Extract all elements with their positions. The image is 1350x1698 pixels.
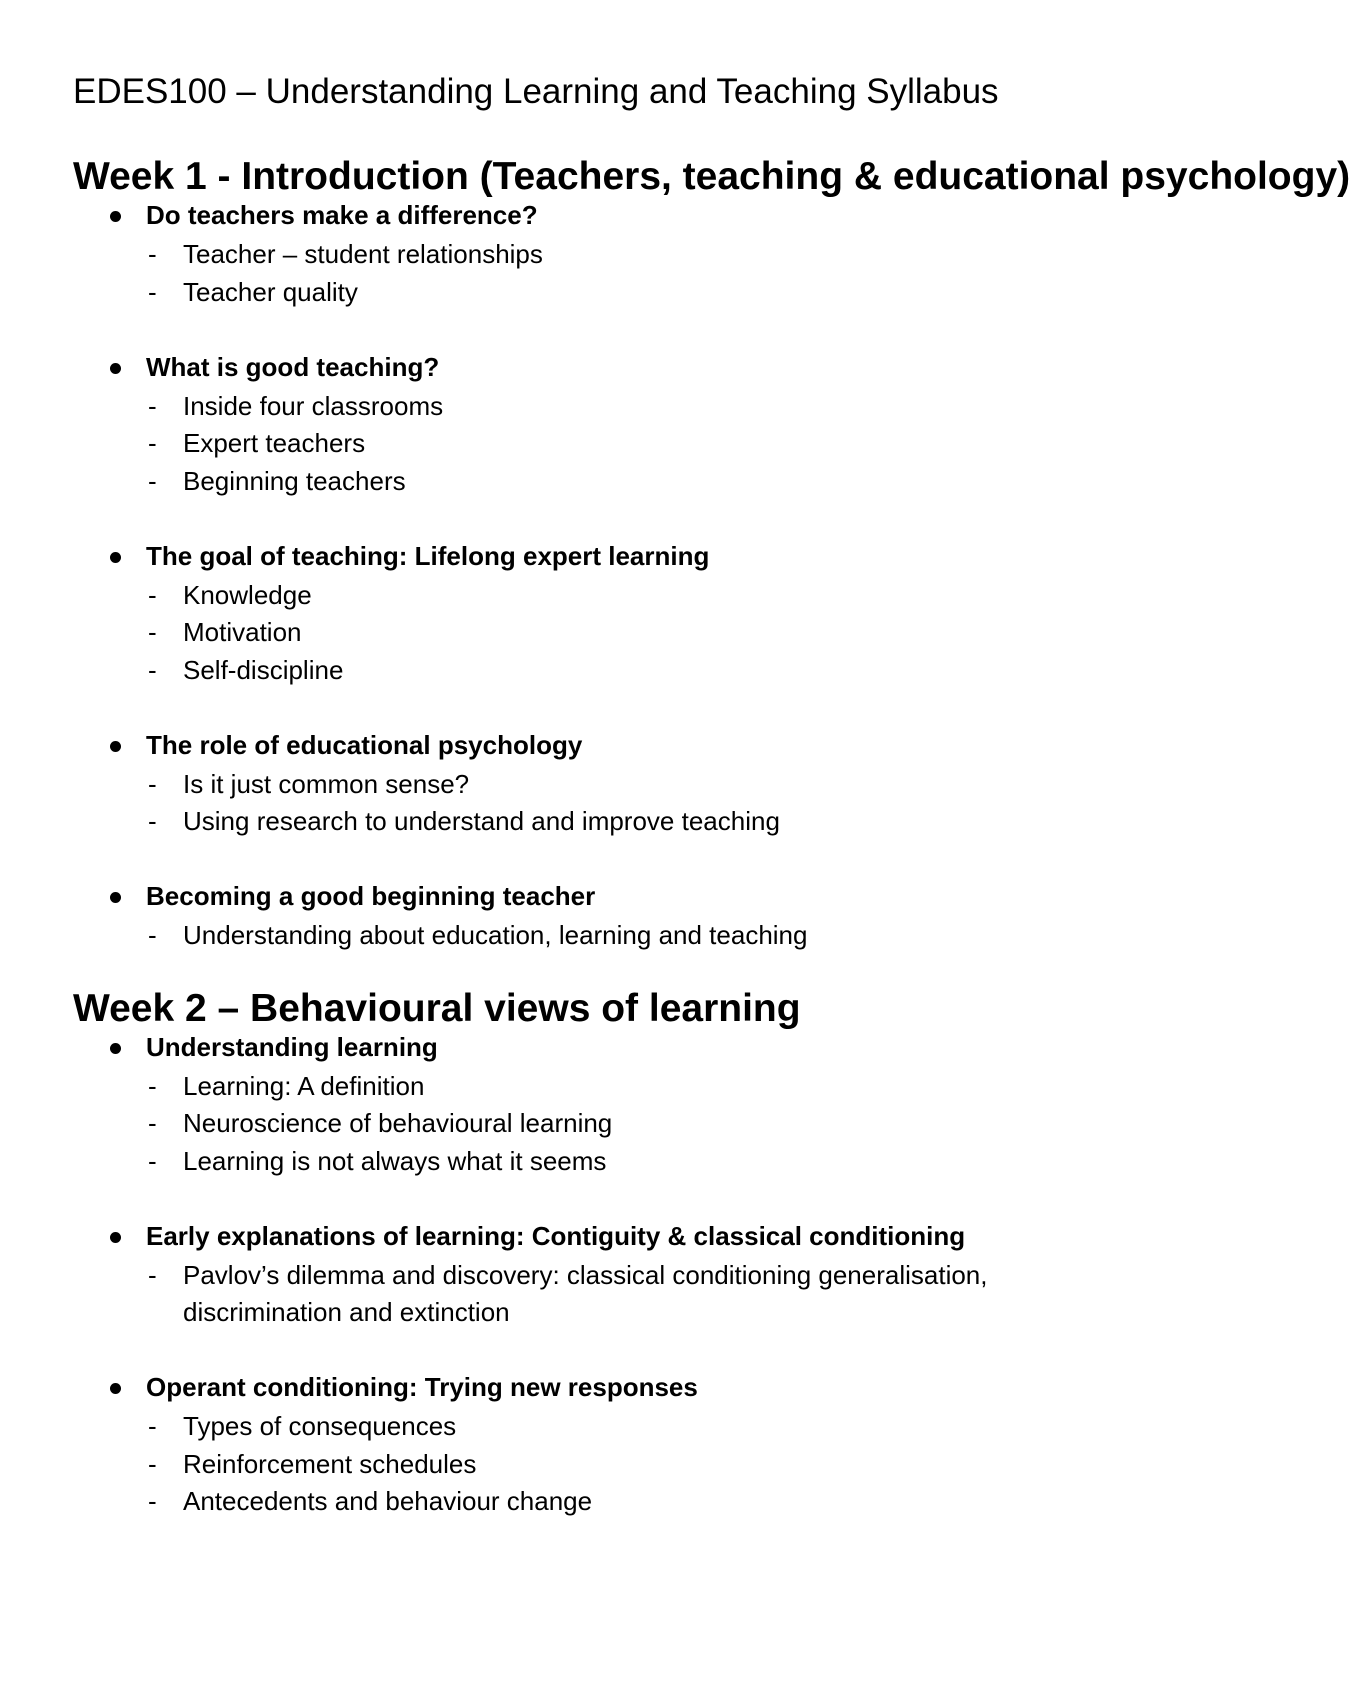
dash-icon: - bbox=[148, 239, 157, 269]
list-item-text: Using research to understand and improve teaching bbox=[183, 806, 780, 836]
topic-title-text: Do teachers make a difference? bbox=[146, 200, 538, 230]
topic bbox=[73, 1218, 1133, 1332]
bullet-icon bbox=[110, 1043, 121, 1054]
week-section bbox=[73, 155, 1350, 955]
week-heading: Week 1 - Introduction (Teachers, teaching & educational psychology) bbox=[73, 155, 1350, 198]
topic-title bbox=[73, 538, 1133, 577]
list-item-text: Is it just common sense? bbox=[183, 768, 470, 799]
dash-icon: - bbox=[148, 1411, 157, 1441]
list-item bbox=[73, 1257, 1133, 1332]
dash-icon: - bbox=[148, 920, 157, 950]
dash-icon: - bbox=[148, 1448, 157, 1479]
list-item-text: Understanding about education, learning and teaching bbox=[183, 920, 808, 950]
topic-title-text: What is good teaching? bbox=[146, 351, 440, 382]
list-item-text: Pavlov’s dilemma and discovery: classical conditioning generalisation, discrimination and extinction bbox=[183, 1259, 988, 1327]
bullet-icon bbox=[110, 211, 121, 222]
list-item bbox=[73, 274, 1133, 312]
list-item-text: Antecedents and behaviour change bbox=[183, 1486, 593, 1516]
bullet-icon bbox=[110, 363, 121, 374]
list-item-text: Teacher quality bbox=[183, 276, 358, 307]
list-item bbox=[73, 236, 1133, 274]
topic-title-text: Understanding learning bbox=[146, 1031, 438, 1062]
topic bbox=[73, 197, 1133, 311]
list-item bbox=[73, 1068, 1133, 1106]
week-gap bbox=[73, 955, 1133, 990]
topic-title-text: Early explanations of learning: Contiguity & classical conditioning bbox=[146, 1220, 966, 1251]
topic-title-text: The role of educational psychology bbox=[146, 729, 583, 760]
list-item-text: Inside four classrooms bbox=[183, 390, 444, 421]
list-item bbox=[73, 652, 1133, 690]
sub-list bbox=[73, 388, 1133, 501]
list-item bbox=[73, 803, 1133, 841]
list-item-text: Learning: A definition bbox=[183, 1070, 425, 1101]
dash-icon: - bbox=[148, 390, 157, 421]
dash-icon: - bbox=[148, 276, 157, 307]
topic-title bbox=[73, 1029, 1133, 1068]
bullet-icon bbox=[110, 552, 121, 563]
list-item-text: Types of consequences bbox=[183, 1411, 457, 1441]
sub-list bbox=[73, 917, 1133, 955]
list-item bbox=[73, 766, 1133, 804]
topic bbox=[73, 1029, 1133, 1181]
list-item-text: Learning is not always what it seems bbox=[183, 1145, 607, 1176]
list-item-text: Beginning teachers bbox=[183, 465, 406, 496]
topic-title-text: The goal of teaching: Lifelong expert learning bbox=[146, 540, 710, 571]
topic-title bbox=[73, 197, 1133, 236]
topic-title bbox=[73, 878, 1133, 917]
dash-icon: - bbox=[148, 1259, 157, 1290]
list-item bbox=[73, 1143, 1133, 1181]
topic-title bbox=[73, 727, 1133, 766]
sub-list bbox=[73, 766, 1133, 841]
list-item-text: Teacher – student relationships bbox=[183, 239, 543, 269]
sub-list bbox=[73, 1068, 1133, 1181]
dash-icon: - bbox=[148, 654, 157, 685]
list-item bbox=[73, 425, 1133, 463]
list-item-text: Neuroscience of behavioural learning bbox=[183, 1108, 613, 1138]
sub-list bbox=[73, 1257, 1133, 1332]
dash-icon: - bbox=[148, 465, 157, 496]
topic-title-text: Becoming a good beginning teacher bbox=[146, 881, 596, 911]
dash-icon: - bbox=[148, 1486, 157, 1516]
list-item bbox=[73, 917, 1133, 955]
topic bbox=[73, 1369, 1133, 1521]
list-item-text: Reinforcement schedules bbox=[183, 1448, 477, 1479]
dash-icon: - bbox=[148, 1108, 157, 1138]
dash-icon: - bbox=[148, 806, 157, 836]
dash-icon: - bbox=[148, 1070, 157, 1101]
topic-title bbox=[73, 349, 1133, 388]
topic-title-text: Operant conditioning: Trying new responses bbox=[146, 1372, 698, 1402]
topic bbox=[73, 727, 1133, 841]
bullet-icon bbox=[110, 1383, 121, 1394]
list-item bbox=[73, 1105, 1133, 1143]
dash-icon: - bbox=[148, 428, 157, 458]
bullet-icon bbox=[110, 1232, 121, 1243]
sub-list bbox=[73, 236, 1133, 311]
list-item-text: Expert teachers bbox=[183, 428, 366, 458]
topic-title bbox=[73, 1218, 1133, 1257]
list-item bbox=[73, 463, 1133, 501]
list-item bbox=[73, 614, 1133, 652]
list-item bbox=[73, 1446, 1133, 1484]
bullet-icon bbox=[110, 892, 121, 903]
list-item bbox=[73, 388, 1133, 426]
topic bbox=[73, 878, 1133, 955]
week-heading: Week 2 – Behavioural views of learning bbox=[73, 986, 801, 1030]
topic bbox=[73, 349, 1133, 501]
dash-icon: - bbox=[148, 1145, 157, 1176]
list-item bbox=[73, 1408, 1133, 1446]
dash-icon: - bbox=[148, 579, 157, 610]
syllabus-content bbox=[73, 155, 1350, 1521]
topic-title bbox=[73, 1369, 1133, 1408]
document-title: EDES100 – Understanding Learning and Teaching Syllabus bbox=[73, 72, 999, 111]
topic bbox=[73, 538, 1133, 690]
bullet-icon bbox=[110, 741, 121, 752]
sub-list bbox=[73, 1408, 1133, 1521]
list-item bbox=[73, 1483, 1133, 1521]
list-item bbox=[73, 577, 1133, 615]
dash-icon: - bbox=[148, 617, 157, 647]
list-item-text: Self-discipline bbox=[183, 654, 344, 685]
week-section bbox=[73, 986, 1133, 1521]
list-item-text: Motivation bbox=[183, 617, 302, 647]
dash-icon: - bbox=[148, 768, 157, 799]
list-item-text: Knowledge bbox=[183, 579, 312, 610]
sub-list bbox=[73, 577, 1133, 690]
